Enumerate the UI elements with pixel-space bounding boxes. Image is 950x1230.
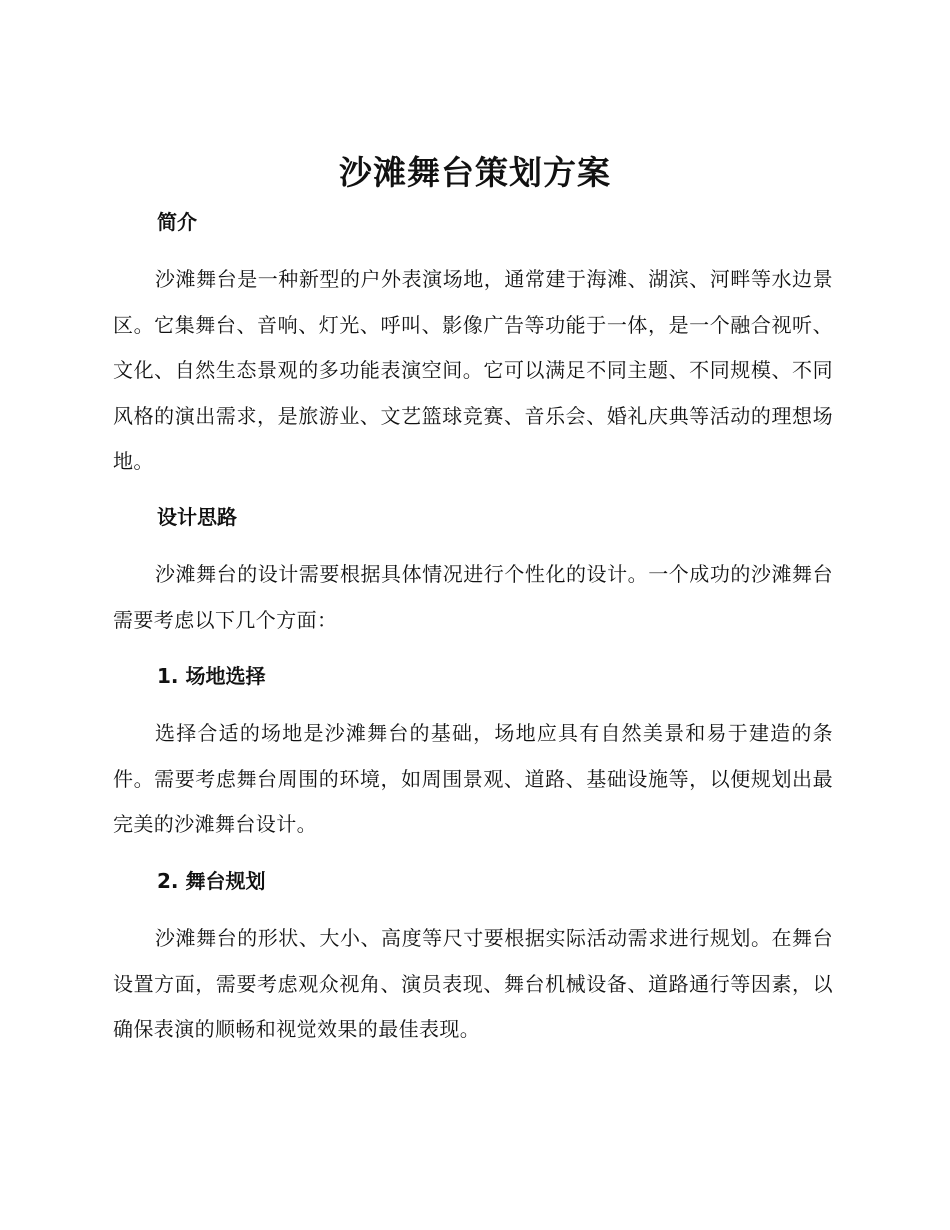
section-paragraph-site-selection: 选择合适的场地是沙滩舞台的基础，场地应具有自然美景和易于建造的条件。需要考虑舞台周围的环境，如周围景观、道路、基础设施等，以便规划出最完美的沙滩舞台设计。 [113, 721, 833, 836]
section-heading-design-idea: 设计思路 [157, 505, 237, 529]
section-heading-site-selection: 1. 场地选择 [157, 664, 266, 688]
section-paragraph-intro: 沙滩舞台是一种新型的户外表演场地，通常建于海滩、湖滨、河畔等水边景区。它集舞台、音响、灯光、呼叫、影像广告等功能于一体，是一个融合视听、文化、自然生态景观的多功能表演空间。它可以满足不同主题、不同规模、不同风格的演出需求，是旅游业、文艺篮球竞赛、音乐会、婚礼庆典等活动的理想场地。 [113, 267, 833, 473]
section-heading-intro: 简介 [157, 210, 197, 234]
section-heading-stage-planning: 2. 舞台规划 [157, 869, 266, 893]
section-paragraph-design-idea: 沙滩舞台的设计需要根据具体情况进行个性化的设计。一个成功的沙滩舞台需要考虑以下几个方面： [113, 562, 833, 632]
document-title: 沙滩舞台策划方案 [339, 153, 611, 192]
section-paragraph-stage-planning: 沙滩舞台的形状、大小、高度等尺寸要根据实际活动需求进行规划。在舞台设置方面，需要考虑观众视角、演员表现、舞台机械设备、道路通行等因素，以确保表演的顺畅和视觉效果的最佳表现。 [113, 926, 833, 1041]
